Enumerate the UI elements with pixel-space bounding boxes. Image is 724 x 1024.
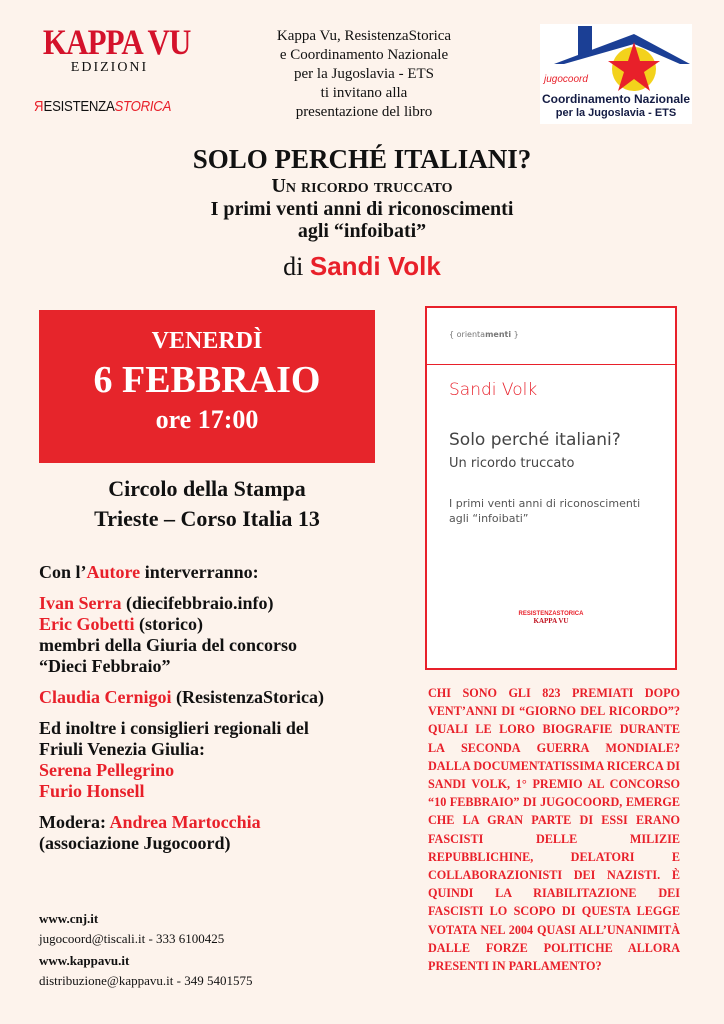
speaker-4: Serena Pellegrino [39, 760, 175, 780]
contact-jugocoord[interactable]: jugocoord@tiscali.it - 333 6100425 [39, 931, 225, 946]
book-title: SOLO PERCHÉ ITALIANI? [192, 144, 532, 174]
book-subtitle-3: agli “infoibati” [297, 220, 427, 242]
moderator-line [39, 812, 409, 833]
cover-publishers [427, 611, 675, 625]
author-name: Sandi Volk [309, 251, 441, 281]
rs-logo-part1: ESISTENZA [43, 98, 115, 115]
book-subtitle-2: I primi venti anni di riconoscimenti [210, 198, 514, 220]
speaker-3 [39, 687, 409, 708]
kappa-vu-logo [32, 22, 191, 76]
cover-series-bold: menti [485, 330, 512, 339]
speaker-note: (ResistenzaStorica) [171, 687, 324, 707]
speakers-list [39, 562, 409, 854]
invite-line: e Coordinamento Nazionale [279, 47, 449, 63]
event-date-box [39, 310, 375, 463]
jugocoord-line1: Coordinamento Nazionale [541, 92, 690, 106]
cover-title: Solo perché italiani? [449, 430, 621, 450]
kappa-vu-name: KAPPA VU [42, 22, 191, 62]
rs-logo-part2: STORICA [114, 98, 172, 115]
jury-line-2: “Dieci Febbraio” [39, 656, 171, 676]
speaker-1 [39, 593, 409, 614]
moderator-label: Modera: [39, 812, 110, 832]
contact-kappavu[interactable]: distribuzione@kappavu.it - 349 5401575 [39, 973, 253, 988]
rs-logo-mirrored-r: R [34, 98, 44, 115]
speaker-name: Ivan Serra [39, 593, 122, 613]
cover-series-pre: { orienta [449, 330, 486, 339]
venue-line-1: Circolo della Stampa [108, 476, 306, 501]
jugocoord-word: jugocoord [544, 74, 588, 85]
book-description: CHI SONO GLI 823 PREMIATI DOPO VENT’ANNI DI “GIORNO DEL RICORDO”? QUALI LE LORO BIOGRAFIE DURANTE LA SECONDA GUERRA MONDIALE? DALLA DOCUMENTATISSIMA RICERCA DI SANDI VOLK, 1° PREMIO AL CONCORSO “10 FEBBRAIO” DI JUGOCOORD, EMERGE CHE LA GRAN PARTE DI ESSI ERANO FASCISTI DELLE MILIZIE REPUBBLICHINE, DELATORI E COLLABORAZIONISTI DEI NAZISTI. È QUINDI LA RIABILITAZIONE DEI FASCISTI LO SCOPO DI QUESTA LEGGE VOTATA NEL 2004 QUASI ALL’UNANIMITÀ DALLE FORZE POLITICHE ALLORA PRESENTI IN PARLAMENTO? [428, 686, 680, 974]
council-line-1: Ed inoltre i consiglieri regionali del [39, 718, 309, 738]
cover-subtitle-1: Un ricordo truccato [449, 456, 575, 471]
intro-text-end: interverranno: [140, 562, 259, 582]
speaker-2 [39, 614, 409, 635]
speaker-note: (diecifebbraio.info) [121, 593, 274, 613]
book-cover [425, 306, 677, 670]
kappa-vu-edizioni: EDIZIONI [70, 60, 149, 75]
moderator-name: Andrea Martocchia [109, 812, 261, 832]
invite-line: ti invitano alla [320, 85, 408, 101]
jugocoord-logo [540, 24, 692, 124]
event-time: ore 17:00 [155, 405, 259, 434]
author-prefix: di [283, 252, 304, 281]
speakers-intro [39, 562, 409, 583]
cover-author: Sandi Volk [449, 380, 538, 400]
book-subtitle-1: Un ricordo truccato [271, 175, 453, 197]
website-cnj[interactable]: www.cnj.it [39, 911, 99, 926]
council-line-2: Friuli Venezia Giulia: [39, 739, 206, 759]
invitation-text [240, 27, 488, 122]
author-line [0, 246, 724, 287]
event-day: VENERDÌ [151, 328, 263, 354]
intro-author: Autore [86, 562, 141, 582]
speaker-name: Eric Gobetti [39, 614, 135, 634]
invite-line: Kappa Vu, ResistenzaStorica [276, 28, 452, 44]
intro-text: Con l’ [39, 562, 87, 582]
cover-publisher-2: KAPPA VU [533, 617, 569, 625]
event-venue [39, 474, 375, 534]
cover-publisher-1: RESISTENZASTORICA [518, 611, 584, 617]
cover-series-post: } [511, 330, 519, 339]
cover-divider [427, 364, 675, 365]
resistenza-storica-logo [34, 98, 171, 115]
website-kappavu[interactable]: www.kappavu.it [39, 953, 130, 968]
speaker-name: Claudia Cernigoi [39, 687, 172, 707]
invite-line: presentazione del libro [295, 104, 433, 120]
jugocoord-line2: per la Jugoslavia - ETS [555, 107, 677, 119]
cover-subtitle-2: I primi venti anni di riconoscimenti agli “infoibati” [449, 497, 641, 525]
jury-line-1: membri della Giuria del concorso [39, 635, 297, 655]
contacts [39, 909, 369, 991]
event-date: 6 FEBBRAIO [93, 359, 321, 401]
venue-line-2: Trieste – Corso Italia 13 [94, 506, 320, 531]
cover-series [449, 330, 519, 339]
book-title-block [0, 144, 724, 287]
invite-line: per la Jugoslavia - ETS [294, 66, 434, 82]
speaker-note: (storico) [134, 614, 203, 634]
speaker-5: Furio Honsell [39, 781, 145, 801]
moderator-note: (associazione Jugocoord) [39, 833, 231, 853]
